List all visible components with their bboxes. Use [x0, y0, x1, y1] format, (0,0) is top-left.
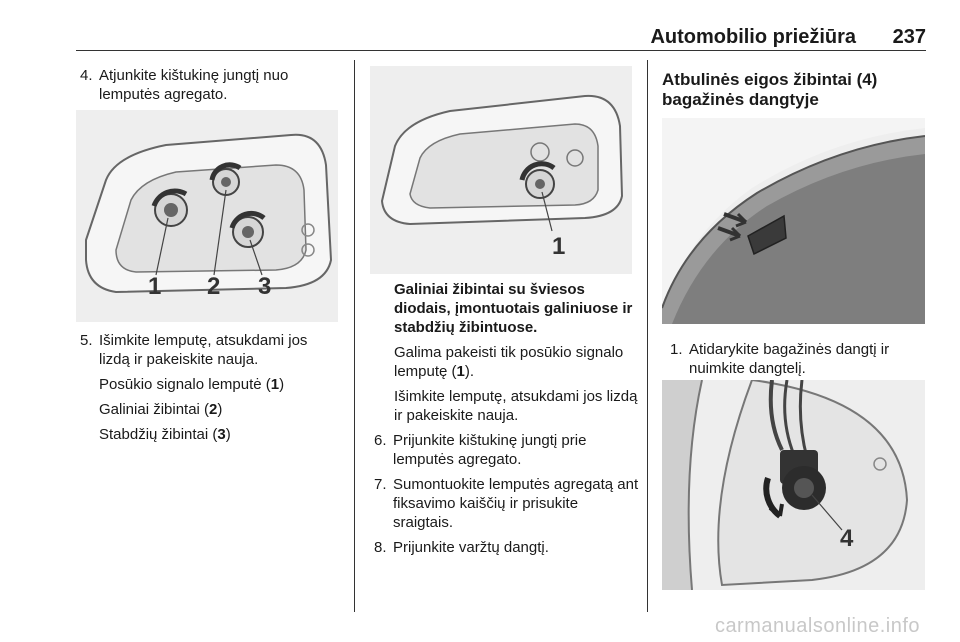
- turn-signal-note: Galima pakeisti tik posūkio signalo lemputę (1).: [394, 344, 624, 380]
- figure-label-3: 3: [258, 273, 272, 300]
- step-text: Prijunkite varžtų dangtį.: [393, 539, 549, 556]
- step-text: Sumontuokite lemputės agregatą ant fiksavimo kaiščių ir prisukite sraigtais.: [393, 476, 639, 531]
- step-number: 6.: [374, 432, 387, 449]
- bulb-item-tail-light: Galiniai žibintai (2): [99, 401, 223, 418]
- column-1-lower: [80, 331, 342, 444]
- step-number: 5.: [80, 332, 93, 349]
- column-divider-2: [647, 60, 648, 612]
- watermark: carmanualsonline.info: [714, 615, 920, 637]
- step-7: [374, 475, 640, 532]
- figure-led-taillight: [370, 66, 632, 274]
- step-8: [374, 538, 640, 557]
- step-4: [80, 66, 342, 104]
- bulb-item-turn-signal: Posūkio signalo lemputė (1): [99, 376, 285, 393]
- step-number: 4.: [80, 67, 93, 84]
- section-title: Atbulinės eigos žibintai (4) bagažinės dangtyje: [662, 70, 878, 109]
- taillight-illustration: [76, 110, 338, 322]
- figure-reverse-light-socket: [662, 380, 925, 590]
- column-3: [670, 340, 932, 378]
- header-rule: [76, 50, 926, 51]
- step-text: Prijunkite kištukinę jungtį prie lemputės agregato.: [393, 432, 587, 468]
- step-1: [670, 340, 932, 378]
- step-5: [80, 331, 342, 369]
- step-number: 1.: [670, 341, 683, 358]
- figure-label-1: 1: [552, 233, 566, 260]
- column-divider-1: [354, 60, 355, 612]
- replace-note: Išimkite lemputę, atsukdami jos lizdą ir pakeiskite nauja.: [394, 388, 638, 424]
- page-number: 237: [892, 26, 926, 48]
- led-taillight-illustration: [370, 66, 632, 274]
- step-number: 8.: [374, 539, 387, 556]
- step-number: 7.: [374, 476, 387, 493]
- reverse-light-illustration: [662, 380, 925, 590]
- step-6: [374, 431, 640, 469]
- figure-taillight-bulbs: [76, 110, 338, 322]
- tailgate-illustration: [662, 118, 925, 324]
- led-note: Galiniai žibintai su šviesos diodais, įmontuotais galiniuose ir stabdžių žibintuose.: [394, 281, 633, 336]
- step-text: Atjunkite kištukinę jungtį nuo lemputės agregato.: [99, 67, 289, 103]
- header-title: Automobilio priežiūra: [650, 26, 856, 48]
- figure-label-2: 2: [207, 273, 221, 300]
- column-3-heading: [662, 70, 932, 110]
- figure-label-1: 1: [148, 273, 162, 300]
- figure-label-4: 4: [840, 525, 854, 552]
- step-text: Atidarykite bagažinės dangtį ir nuimkite dangtelį.: [689, 341, 890, 377]
- figure-tailgate-open: [662, 118, 925, 324]
- column-1: [80, 66, 342, 104]
- bulb-item-brake-light: Stabdžių žibintai (3): [99, 426, 231, 443]
- column-2: [374, 280, 640, 557]
- step-text: Išimkite lemputę, atsukdami jos lizdą ir pakeiskite nauja.: [99, 332, 308, 368]
